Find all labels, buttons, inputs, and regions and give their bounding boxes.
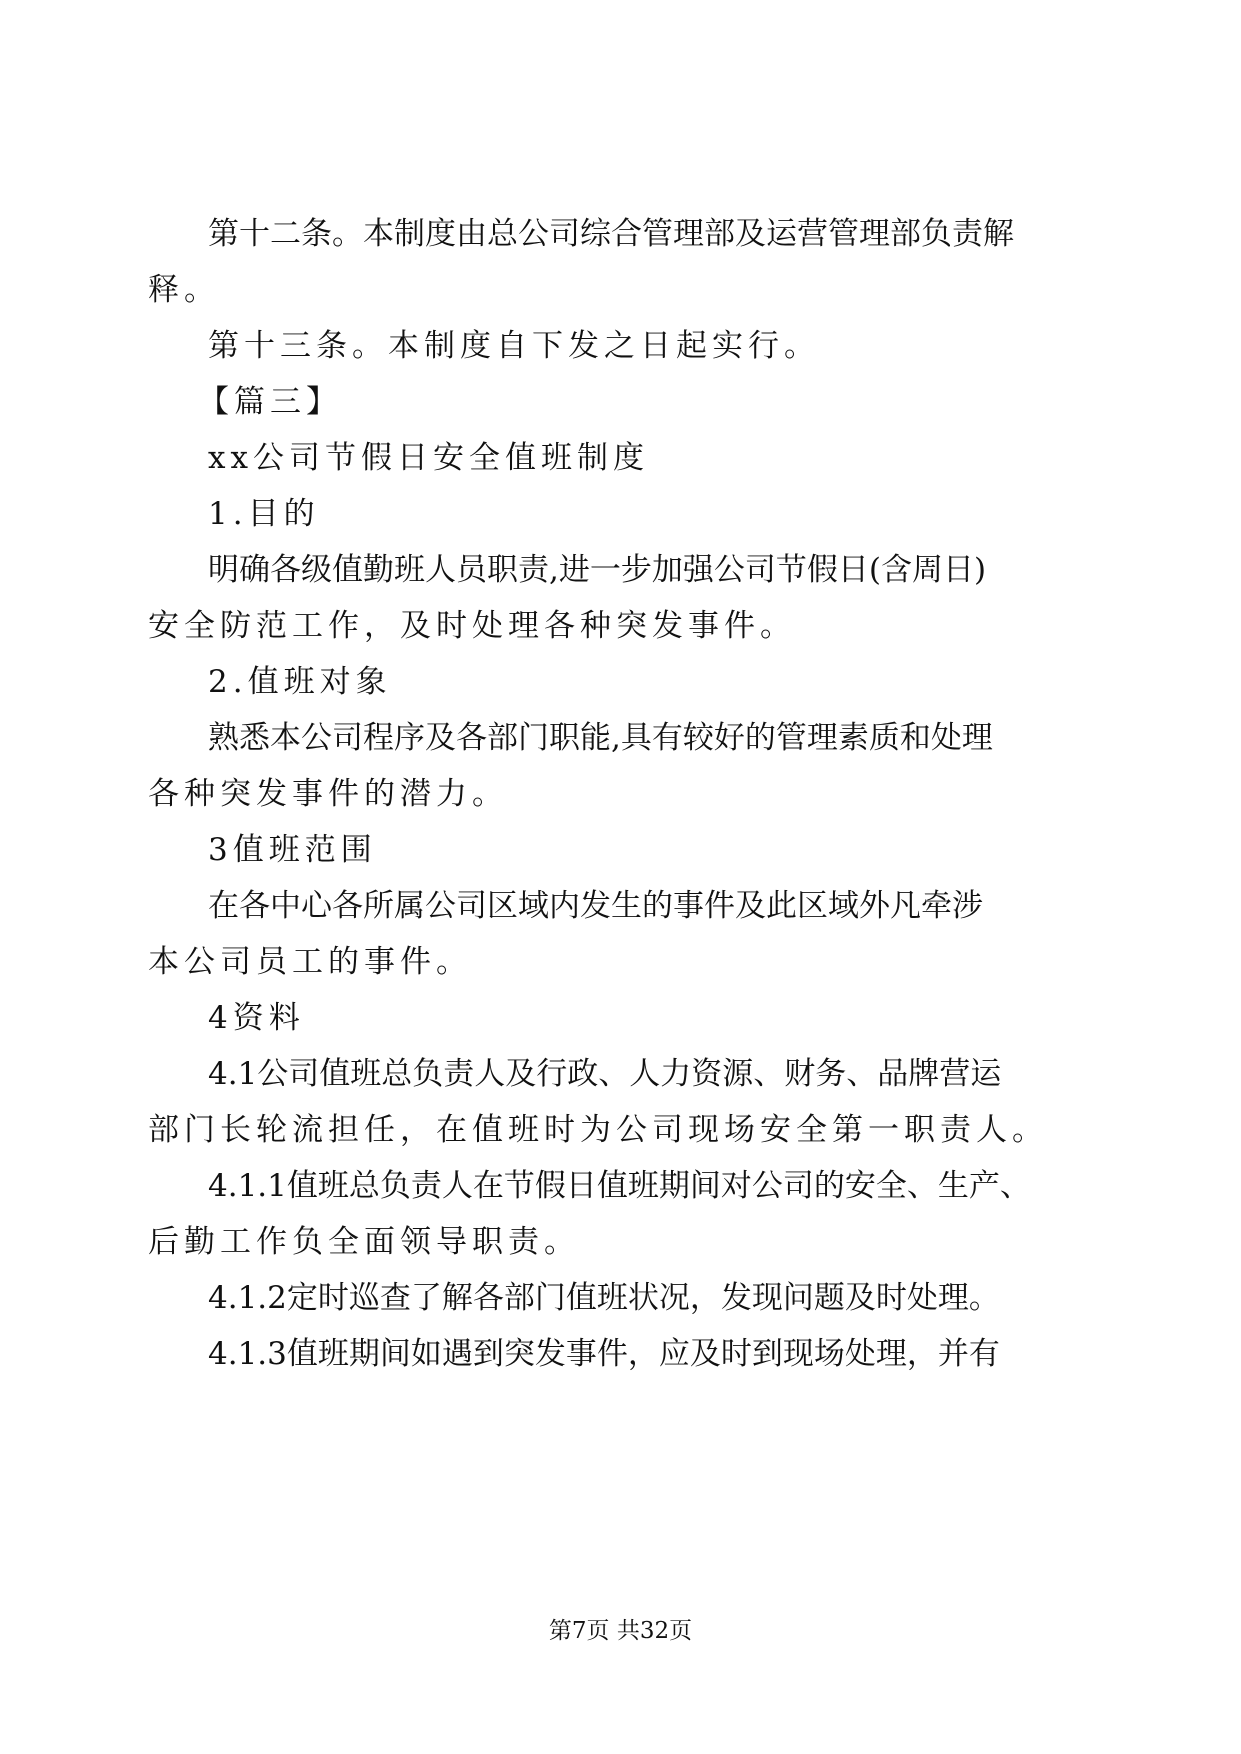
paragraph-line: 第十三条。本制度自下发之日起实行。 <box>208 328 820 364</box>
paragraph-line: 释。 <box>148 272 220 308</box>
paragraph-line: 在各中心各所属公司区域内发生的事件及此区域外凡牵涉 <box>208 888 983 924</box>
paragraph-line: 4.1公司值班总负责人及行政、人力资源、财务、品牌营运 <box>208 1056 1002 1092</box>
paragraph-line: 各种突发事件的潜力。 <box>148 776 508 812</box>
paragraph-line: 熟悉本公司程序及各部门职能,具有较好的管理素质和处理 <box>208 720 993 756</box>
paragraph-line: 明确各级值勤班人员职责,进一步加强公司节假日(含周日) <box>208 552 987 588</box>
paragraph-line: 4.1.1值班总负责人在节假日值班期间对公司的安全、生产、 <box>208 1168 1031 1204</box>
section-heading: 1.目的 <box>208 496 320 532</box>
paragraph-line: 安全防范工作，及时处理各种突发事件。 <box>148 608 796 644</box>
paragraph-line: 4.1.2定时巡查了解各部门值班状况，发现问题及时处理。 <box>208 1280 1000 1316</box>
paragraph-line: 后勤工作负全面领导职责。 <box>148 1224 580 1260</box>
section-heading: 4资料 <box>208 1000 305 1036</box>
section-heading: 2.值班对象 <box>208 664 392 700</box>
document-title: xx公司节假日安全值班制度 <box>208 440 649 476</box>
paragraph-line: 第十二条。本制度由总公司综合管理部及运营管理部负责解 <box>208 216 1014 252</box>
paragraph-line: 部门长轮流担任，在值班时为公司现场安全第一职责人。 <box>148 1112 1048 1148</box>
paragraph-line: 本公司员工的事件。 <box>148 944 472 980</box>
page-number-footer: 第7页 共32页 <box>548 1618 693 1644</box>
section-heading: 3值班范围 <box>208 832 377 868</box>
section-heading: 【篇三】 <box>198 384 342 420</box>
paragraph-line: 4.1.3值班期间如遇到突发事件，应及时到现场处理，并有 <box>208 1336 1000 1372</box>
